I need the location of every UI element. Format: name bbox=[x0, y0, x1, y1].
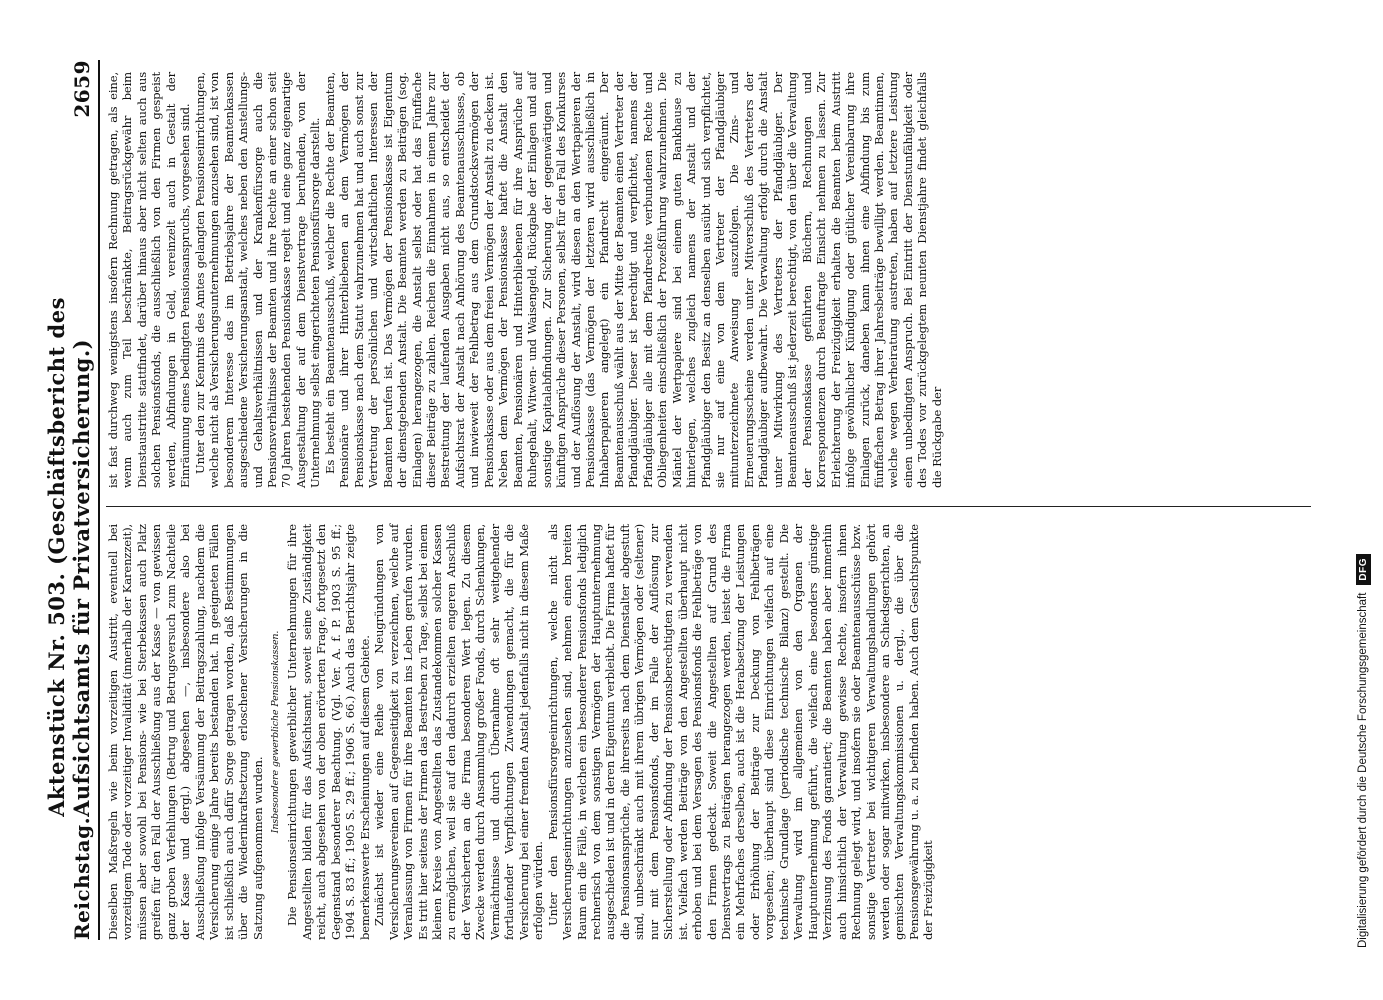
header-left: Reichstag. bbox=[70, 816, 94, 940]
rotated-document bbox=[44, 60, 1330, 940]
paragraph: Zunächst ist wieder eine Reihe von Neugründungen von Versicherungsvereinen auf Gegenseitigkeit zu verzeichnen, welche auf Veranlassung von Firmen für ihre Beamten ins Leben gerufen wurden. Es tritt hier seitens der Firmen das Bestreben zu Tage, selbst bei einem kleinen Kreise von Angestellten das Zustandekommen solcher Kassen zu ermöglichen, weil sie auf den dadurch erzielten engeren Anschluß der Versicherten an die Firma besonderen Wert legen. Zu diesem Zwecke werden durch Ansammlung großer Fonds, durch Schenkungen, Vermächtnisse und durch Übernahme oft sehr weitgehender fortlaufender Verpflichtungen Zuwendungen gemacht, die für die Versicherung bei einer fremden Anstalt jedenfalls nicht in diesem Maße erfolgen würden. bbox=[372, 524, 546, 940]
dfg-logo: DFG bbox=[1356, 554, 1371, 585]
column-divider bbox=[106, 506, 1311, 507]
side-note-text: Digitalisierung gefördert durch die Deutsche Forschungsgemeinschaft bbox=[1357, 592, 1369, 948]
document-sheet bbox=[44, 60, 1330, 940]
header-title: Aktenstück Nr. 503. (Geschäftsbericht des Aufsichtsamts für Privatversicherung.) bbox=[44, 297, 94, 817]
page-number: 2659 bbox=[70, 60, 94, 118]
header-rule bbox=[98, 60, 100, 940]
page-header bbox=[44, 60, 94, 940]
paragraph: Die Pensionseinrichtungen gewerblicher Unternehmungen für ihre Angestellten bilden für das Aufsichtsamt, soweit seine Zuständigkeit reicht, auch abgesehen von der oben erörterten Frage, fortgesetzt den Gegenstand besonderer Beachtung. (Vgl. Ver. A. f. P. 1903 S. 95 ff.; 1904 S. 83 ff.; 1905 S. 29 ff.; 1906 S. 66.) Auch das Berichtsjahr zeigte bemerkenswerte Erscheinungen auf diesem Gebiete. bbox=[285, 524, 372, 940]
section-heading: Insbesondere gewerbliche Pensionskassen. bbox=[269, 630, 281, 834]
side-note bbox=[1350, 8, 1376, 948]
text-column-right bbox=[106, 72, 944, 488]
text-column-left bbox=[106, 524, 936, 940]
paragraph: Es besteht ein Beamtenausschuß, welcher die Rechte der Beamten, Pensionäre und ihrer Hinterbliebenen an dem Vermögen der Pensionskasse nach dem Statut wahrzunehmen hat und auch sonst zur Vertretung der persönlichen und wirtschaftlichen Interessen der Beamten berufen ist. Das Vermögen der Pensionskasse ist Eigentum der dienstgebenden Anstalt. Die Beamten werden zu Beiträgen (sog. Einlagen) herangezogen, die Anstalt selbst oder hat das Fünffache dieser Beiträge zu zahlen. Reichen die Einnahmen in einem Jahre zur Bestreitung der laufenden Ausgaben nicht aus, so entscheidet der Aufsichtsrat der Anstalt nach Anhörung des Beamtenausschusses, ob und inwieweit der Fehlbetrag aus dem Grundstocksvermögen der Pensionskasse oder aus dem freien Vermögen der Anstalt zu decken ist. Neben dem Vermögen der Pensionskasse haftet die Anstalt den Beamten, Pensionären und Hinterbliebenen für ihre Ansprüche auf Ruhegehalt, Witwen- und Waisengeld, Rückgabe der Einlagen und auf sonstige Kapitalabfindungen. Zur Sicherung der gegenwärtigen und künftigen Ansprüche dieser Personen, selbst für den Fall des Konkurses und der Auflösung der Anstalt, wird diesen an den Wertpapieren der Pensionskasse (das Vermögen der letzteren wird ausschließlich in Inhaberpapieren angelegt) ein Pfandrecht eingeräumt. Der Beamtenausschuß wählt aus der Mitte der Beamten einen Vertreter der Pfandgläubiger. Dieser ist berechtigt und verpflichtet, namens der Pfandgläubiger alle mit dem Pfandrechte verbundenen Rechte und Obliegenheiten einschließlich der Prozeßführung wahrzunehmen. Die Mäntel der Wertpapiere sind bei einem guten Bankhause zu hinterlegen, welches zugleich namens der Anstalt und der Pfandgläubiger den Besitz an denselben ausübt und sich verpflichtet, sie nur auf eine von dem Vertreter der Pfandgläubiger mitunterzeichnete Anweisung auszufolgen. Die Zins- und Erneuerungsscheine werden unter Mitverschluß des Vertreters der Pfandgläubiger aufbewahrt. Die Verwaltung erfolgt durch die Anstalt unter Mitwirkung des Vertreters der Pfandgläubiger. Der Beamtenausschuß ist jederzeit berechtigt, von den über die Verwaltung der Pensionskasse geführten Büchern, Rechnungen und Korrespondenzen durch Beauftragte Einsicht nehmen zu lassen. Zur Erleichterung der Freizügigkeit erhalten die Beamten beim Austritt infolge gewöhnlicher Kündigung oder gütlicher Vereinbarung ihre Einlagen zurück, daneben kann ihnen eine Abfindung bis zum fünffachen Betrag ihrer Jahresbeiträge bewilligt werden. Beamtinnen, welche wegen Verheiratung austreten, haben auf letztere Leistung einen unbedingten Anspruch. Bei Eintritt der Dienstunfähigkeit oder des Todes vor zurückgelegtem neunten Dienstjahre findet gleichfalls die Rückgabe der bbox=[322, 72, 944, 488]
paragraph: Unter den Pensionsfürsorgeeinrichtungen, welche nicht als Versicherungseinrichtungen anzusehen sind, nehmen einen breiten Raum ein die Fälle, in welchen ein besonderer Pensionsfonds lediglich rechnerisch von dem sonstigen Vermögen der Hauptunternehmung ausgeschieden ist und in deren Eigentum verbleibt. Die Firma haftet für die Pensionsansprüche, die ihrerseits nach dem Dienstalter abgestuft sind, unbeschränkt auch mit ihrem übrigen Vermögen oder (seltener) nur mit dem Pensionsfonds, der im Falle der Auflösung zur Sicherstellung oder Abfindung der Pensionsberechtigten zu verwenden ist. Vielfach werden Beiträge von den Angestellten überhaupt nicht erhoben und bei dem Versagen des Pensionsfonds die Fehlbeträge von den Firmen gedeckt. Soweit die Angestellten auf Grund des Dienstvertrags zu Beiträgen herangezogen werden, leistet die Firma ein Mehrfaches derselben, auch ist die Herabsetzung der Leistungen oder Erhöhung der Beiträge zur Deckung von Fehlbeträgen vorgesehen; überhaupt sind diese Einrichtungen vielfach auf eine technische Grundlage (periodische technische Bilanz) gestellt. Die Verwaltung wird im allgemeinen von den Organen der Hauptunternehmung geführt, die vielfach eine besonders günstige Verzinsung des Fonds garantiert; die Beamten haben aber immerhin auch hinsichtlich der Verwaltung gewisse Rechte, insofern ihnen Rechnung gelegt wird, und insofern sie oder Beamtenausschüsse bzw. sonstige Vertreter bei wichtigeren Verwaltungshandlungen gehört werden oder sogar mitwirken, insbesondere an Schiedsgerichten, an gemischten Verwaltungskommissionen u. dergl., die über die Pensionsgewährung u. a. zu befinden haben. Auch dem Gesichtspunkte der Freizügigkeit bbox=[545, 524, 936, 940]
paragraph: ist fast durchweg wenigstens insofern Rechnung getragen, als eine, wenn auch zum Teil beschränkte, Beitragsrückgewähr beim Dienstaustritte stattfindet, darüber hinaus aber nicht selten auch aus solchen Pensionsfonds, die ausschließlich von den Firmen gespeist werden, Abfindungen in Geld, vereinzelt auch in Gestalt der Einräumung eines bedingten Pensionsanspruchs, vorgesehen sind. bbox=[106, 72, 193, 488]
paragraph: Unter den zur Kenntnis des Amtes gelangten Pensionseinrichtungen, welche nicht als Versicherungsunternehmungen anzusehen sind, ist von besonderem Interesse das im Betriebsjahre der Beamtenkassen ausgeschiedene Versicherungsanstalt, welches neben den Anstellungs- und Gehaltsverhältnissen und der Krankenfürsorge auch die Pensionsverhältnisse der Beamten und ihre Rechte an einer schon seit 70 Jahren bestehenden Pensionskasse regelt und eine ganz eigenartige Ausgestaltung der auf dem Dienstvertrage beruhenden, von der Unternehmung selbst eingerichteten Pensionsfürsorge darstellt. bbox=[192, 72, 323, 488]
paragraph: Dieselben Maßregeln wie beim vorzeitigen Austritt, eventuell bei vorzeitigem Tode oder vorzeitiger Invalidität (innerhalb der Karenzzeit), müssen aber sowohl bei Pensions- wie bei Sterbekassen auch Platz greifen für den Fall der Ausschließung aus der Kasse — von gewissen ganz groben Verfehlungen (Betrug und Betrugsversuch zum Nachteile der Kasse und dergl.) abgesehen —, insbesondere also bei Ausschließung infolge Versäumung der Beitragszahlung, nachdem die Versicherung einige Jahre bereits bestanden hat. In geeigneten Fällen ist schließlich auch dafür Sorge getragen worden, daß Bestimmungen über die Wiederinkraftsetzung erloschener Versicherungen in die Satzung aufgenommen wurden. bbox=[106, 524, 265, 940]
